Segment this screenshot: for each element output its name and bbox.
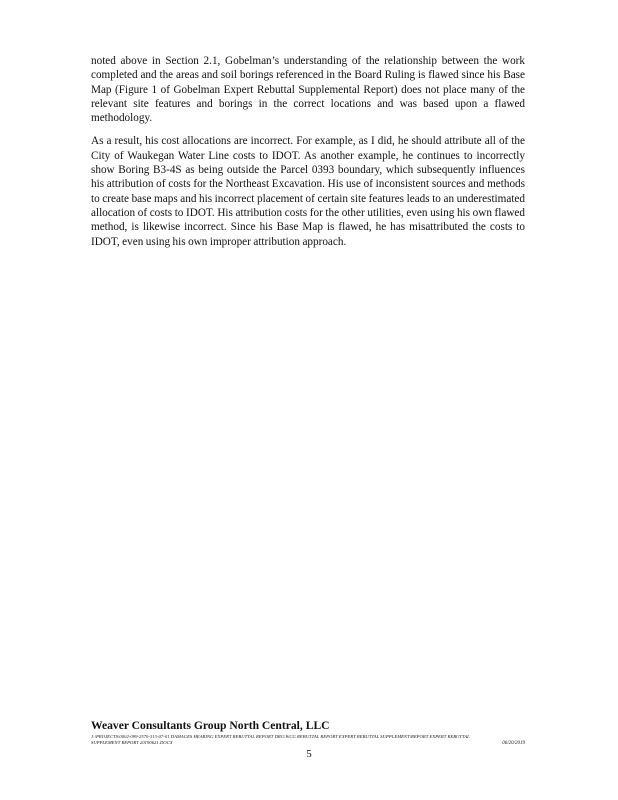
footer-path-row	[91, 734, 525, 746]
footer-company-name: Weaver Consultants Group North Central, LLC	[91, 719, 330, 732]
page-footer	[91, 719, 525, 746]
footer-file-path: J:\PROJECTS\0002-099-2570-313-07-01 DAMAGES HEARING EXPERT REBUTTAL REPORT DRG\WCG REBUTTAL REPORT EXPERT REBUTTAL SUPPLEMENT\REPORT EXPERT REBUTTAL SUPPLEMENT REPORT 20190621.DOCX	[91, 734, 470, 746]
paragraph-1: noted above in Section 2.1, Gobelman’s understanding of the relationship between the work completed and the areas and soil borings referenced in the Board Ruling is flawed since his Base Map (Figure 1 of Gobelman Expert Rebuttal Supplemental Report) does not place many of the relevant site features and borings in the correct locations and was based upon a flawed methodology.	[91, 55, 525, 125]
body-text	[91, 54, 525, 258]
footer-date: 06/20/2019	[502, 741, 525, 747]
page-number: 5	[306, 748, 312, 760]
paragraph-2: As a result, his cost allocations are incorrect. For example, as I did, he should attribute all of the City of Waukegan Water Line costs to IDOT. As another example, he continues to incorrectly show Boring B3-4S as being outside the Parcel 0393 boundary, which subsequently influences his attribution of costs for the Northeast Excavation. His use of inconsistent sources and methods to create base maps and his incorrect placement of certain site features leads to an underestimated allocation of costs to IDOT. His attribution costs for the other utilities, even using his own flawed method, is likewise incorrect. Since his Base Map is flawed, he has misattributed the costs to IDOT, even using his own improper attribution approach.	[91, 135, 525, 248]
